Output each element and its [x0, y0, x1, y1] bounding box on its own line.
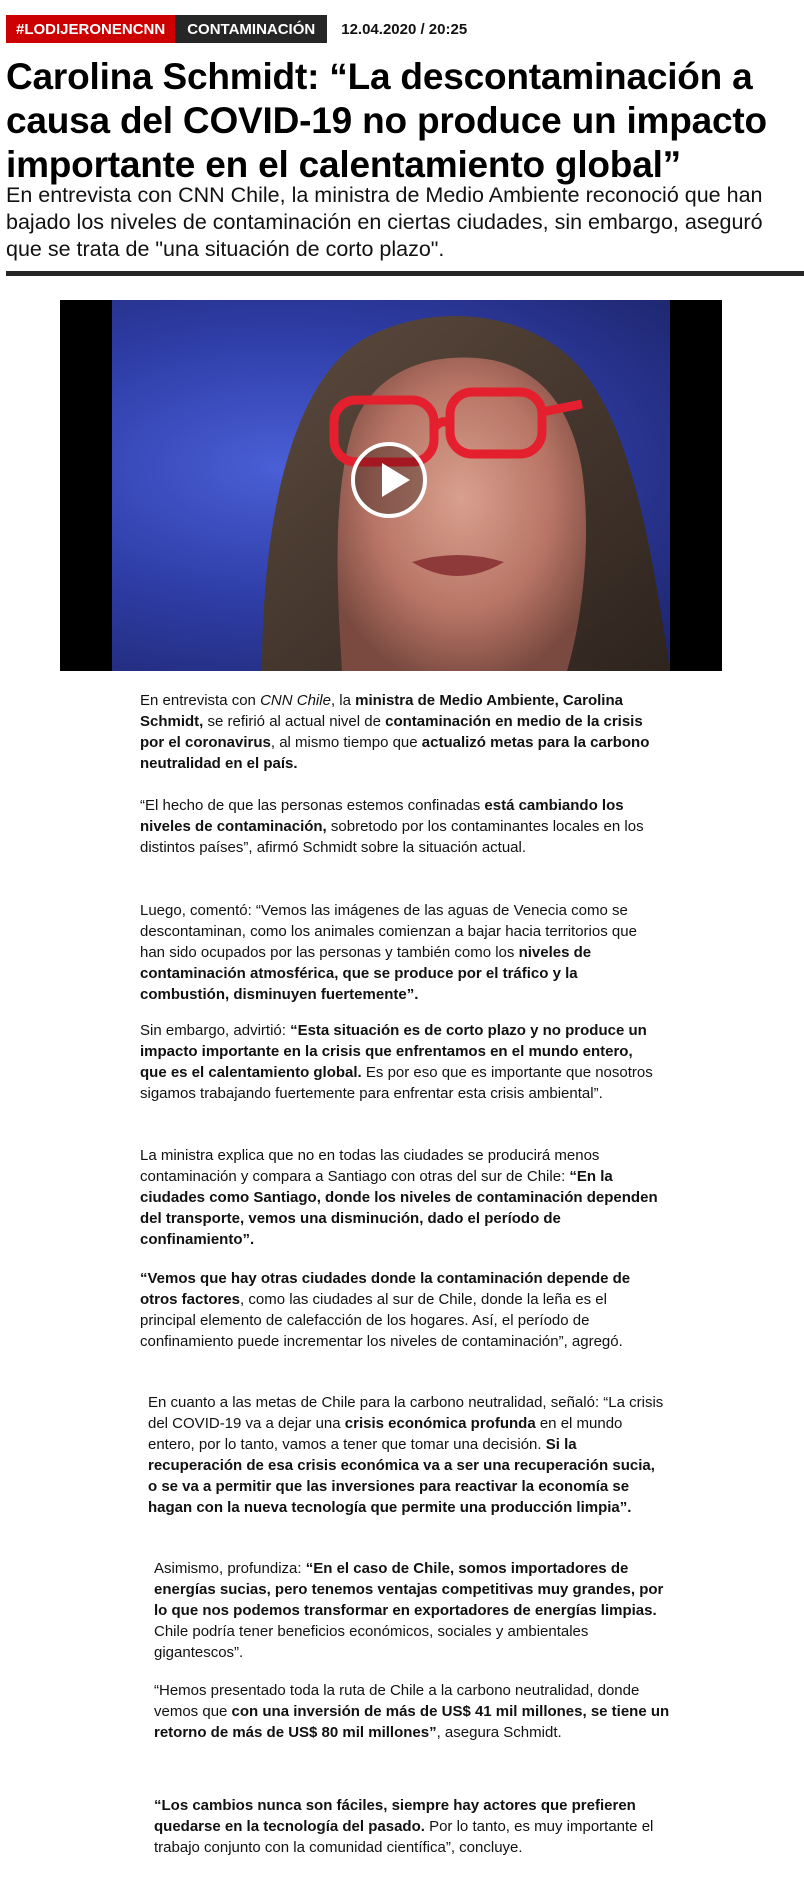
paragraph-4: Sin embargo, advirtió: “Esta situación es de corto plazo y no produce un impacto importante en la crisis que enfrentamos en el mundo entero, que es el calentamiento global. Es por eso que es importante que nosotros sigamos trabajando fuertemente para enfrentar esta crisis ambiental”. [140, 1022, 653, 1102]
article-tags [6, 15, 467, 43]
paragraph-3: Luego, comentó: “Vemos las imágenes de las aguas de Venecia como se descontaminan, como los animales comienzan a bajar hacia territorios que han sido ocupados por las personas y también como los niveles de contaminación atmosférica, que se produce por el tráfico y la combustión, disminuyen fuertemente”. [140, 902, 637, 1003]
paragraph-2: “El hecho de que las personas estemos confinadas está cambiando los niveles de contaminación, sobretodo por los contaminantes locales en los distintos países”, afirmó Schmidt sobre la situación actual. [140, 797, 644, 856]
paragraph-9: “Hemos presentado toda la ruta de Chile a la carbono neutralidad, donde vemos que con una inversión de más de US$ 41 mil millones, se tiene un retorno de más de US$ 80 mil millones”, asegura Schmidt. [154, 1682, 670, 1741]
header-divider [6, 271, 804, 276]
paragraph-6: “Vemos que hay otras ciudades donde la contaminación depende de otros factores, como las ciudades al sur de Chile, donde la leña es el principal elemento de calefacción de los hogares. Así, el período de confinamiento puede incrementar los niveles de contaminación”, agregó. [140, 1270, 631, 1350]
article-headline: Carolina Schmidt: “La descontaminación a causa del COVID-19 no produce un impacto importante en el calentamiento global” [6, 56, 767, 185]
play-icon [382, 463, 410, 497]
paragraph-1: En entrevista con CNN Chile, la ministra de Medio Ambiente, Carolina Schmidt, se refirió al actual nivel de contaminación en medio de la crisis por el coronavirus, al mismo tiempo que actualizó metas para la carbono neutralidad en el país. [140, 692, 650, 772]
publish-date: 12.04.2020 / 20:25 [341, 20, 468, 38]
paragraph-8: Asimismo, profundiza: “En el caso de Chile, somos importadores de energías sucias, pero tenemos ventajas competitivas muy grandes, por lo que nos podemos transformar en exportadores de energías limpias. Chile podría tener beneficios económicos, sociales y ambientales gigantescos”. [154, 1560, 664, 1661]
paragraph-5: La ministra explica que no en todas las ciudades se producirá menos contaminación y compara a Santiago con otras del sur de Chile: “En la ciudades como Santiago, donde los niveles de contaminación dependen del transporte, vemos una disminución, dado el período de confinamiento”. [140, 1147, 658, 1248]
category-tag-link[interactable]: CONTAMINACIÓN [175, 15, 327, 43]
play-button[interactable] [351, 442, 427, 518]
article-dek: En entrevista con CNN Chile, la ministra de Medio Ambiente reconoció que han bajado los niveles de contaminación en ciertas ciudades, sin embargo, aseguró que se trata de "una situación de corto plazo". [6, 183, 763, 261]
hashtag-tag-link[interactable]: #LODIJERONENCNN [6, 15, 175, 43]
paragraph-7: En cuanto a las metas de Chile para la carbono neutralidad, señaló: “La crisis del COVID-19 va a dejar una crisis económica profunda en el mundo entero, por lo tanto, vamos a tener que tomar una decisión. Si la recuperación de esa crisis económica va a ser una recuperación sucia, o se va a permitir que las inversiones para reactivar la economía se hagan con la nueva tecnología que permite una producción limpia”. [148, 1394, 664, 1516]
paragraph-10: “Los cambios nunca son fáciles, siempre hay actores que prefieren quedarse en la tecnología del pasado. Por lo tanto, es muy importante el trabajo conjunto con la comunidad científica”, concluye. [154, 1797, 654, 1856]
video-player[interactable] [60, 300, 722, 671]
